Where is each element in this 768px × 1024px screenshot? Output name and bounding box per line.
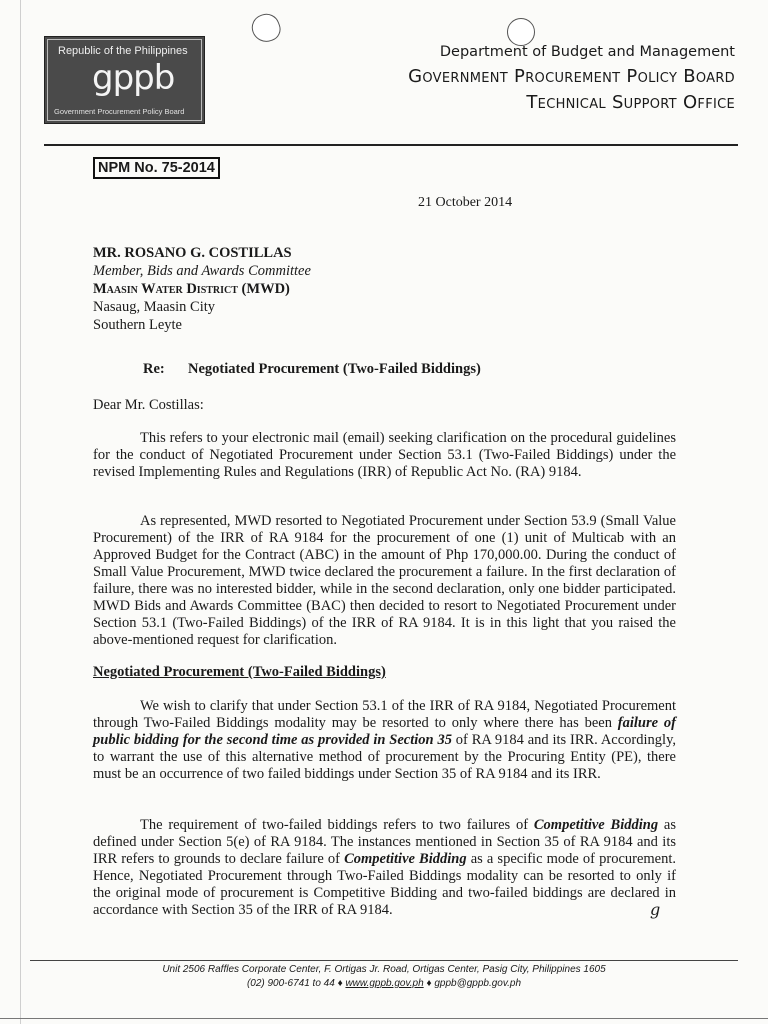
handwritten-initials: g [650, 900, 661, 919]
logo-country-text: Republic of the Philippines [58, 45, 188, 57]
memo-number: NPM No. 75-2014 [93, 157, 220, 179]
p4-text-c: as a specific mode of procurement. Hence, Negotiated Procurement through Two-Failed Biddings modality can be resorted to only if the original mode of procurement is Competitive Bidding and two-failed biddings are declared in accordance with Section 35 of the IRR of RA 9184. [93, 851, 677, 918]
footer-email-link[interactable]: gppb@gppb.gov.ph [434, 978, 522, 989]
department-name: Department of Budget and Management [439, 44, 735, 60]
addressee-city: Nasaug, Maasin City [93, 299, 216, 315]
section-heading: Negotiated Procurement (Two-Failed Biddings) [93, 664, 386, 680]
footer-phone: (02) 900-6741 to 44 [246, 978, 335, 989]
addressee-position: Member, Bids and Awards Committee [93, 263, 311, 279]
header-divider [44, 144, 738, 146]
memo-date: 21 October 2014 [418, 195, 513, 210]
body-paragraph-3 [93, 698, 676, 783]
logo-mark: gppb [92, 58, 175, 98]
p3-text-b: of RA 9184 and its IRR. Accordingly, to warrant the use of this alternative method of procurement by the Procuring Entity (PE), there must be an occurrence of two failed biddings under Section 35 of RA 9184 and its IRR. [93, 732, 676, 782]
diamond-separator-icon: ♦ [337, 978, 343, 989]
footer-website-link[interactable]: www.gppb.gov.ph [345, 978, 424, 989]
p4-text-a: The requirement of two-failed biddings refers to two failures of [140, 817, 534, 833]
logo-org-text: Government Procurement Policy Board [54, 107, 185, 116]
page-bottom-edge [0, 1018, 768, 1019]
scan-edge-line [20, 0, 21, 1024]
addressee-organization: Maasin Water District (MWD) [93, 281, 290, 297]
footer-contact [0, 978, 768, 989]
gppb-logo [44, 36, 205, 124]
punch-hole [507, 18, 535, 46]
p4-text-b: as defined under Section 5(e) of RA 9184. The instances mentioned in Section 35 of RA 9184 and its IRR refers to grounds to declare failure of [93, 817, 676, 867]
body-paragraph-1: This refers to your electronic mail (email) seeking clarification on the procedural guidelines for the conduct of Negotiated Procurement under Section 53.1 (Two-Failed Biddings) under the revised Implementing Rules and Regulations (IRR) of Republic Act No. (RA) 9184. [93, 430, 676, 480]
footer-address: Unit 2506 Raffles Corporate Center, F. Ortigas Jr. Road, Ortigas Center, Pasig City, Philippines 1605 [162, 964, 606, 975]
punch-hole [248, 10, 284, 46]
office-name: Technical Support Office [526, 92, 735, 113]
subject-text: Negotiated Procurement (Two-Failed Biddings) [188, 361, 481, 377]
addressee-name: MR. ROSANO G. COSTILLAS [93, 245, 292, 261]
p3-text-a: We wish to clarify that under Section 53.1 of the IRR of RA 9184, Negotiated Procurement through Two-Failed Biddings modality may be resorted to only where there has been [93, 698, 676, 731]
salutation: Dear Mr. Costillas: [93, 397, 204, 413]
board-name: Government Procurement Policy Board [408, 66, 735, 87]
subject-label: Re: [143, 361, 165, 377]
p3-emphasis: failure of public bidding for the second time as provided in Section 35 [93, 715, 676, 748]
footer-divider [30, 960, 738, 961]
p4-emphasis-2: Competitive Bidding [344, 851, 467, 867]
body-paragraph-4 [93, 817, 676, 919]
addressee-province: Southern Leyte [93, 317, 182, 333]
diamond-separator-icon: ♦ [426, 978, 432, 989]
body-paragraph-2: As represented, MWD resorted to Negotiated Procurement under Section 53.9 (Small Value Procurement) of the IRR of RA 9184 for the procurement of one (1) unit of Multicab with an Approved Budget for the Contract (ABC) in the amount of Php 170,000.00. During the conduct of Small Value Procurement, MWD twice declared the procurement a failure. In the first declaration of failure, there was no interested bidder, while in the second declaration, only one bidder participated. MWD Bids and Awards Committee (BAC) then decided to resort to Negotiated Procurement under Section 53.1 (Two-Failed Biddings) of the IRR of RA 9184. It is in this light that you raised the above-mentioned request for clarification. [93, 513, 676, 648]
p4-emphasis-1: Competitive Bidding [533, 817, 659, 833]
